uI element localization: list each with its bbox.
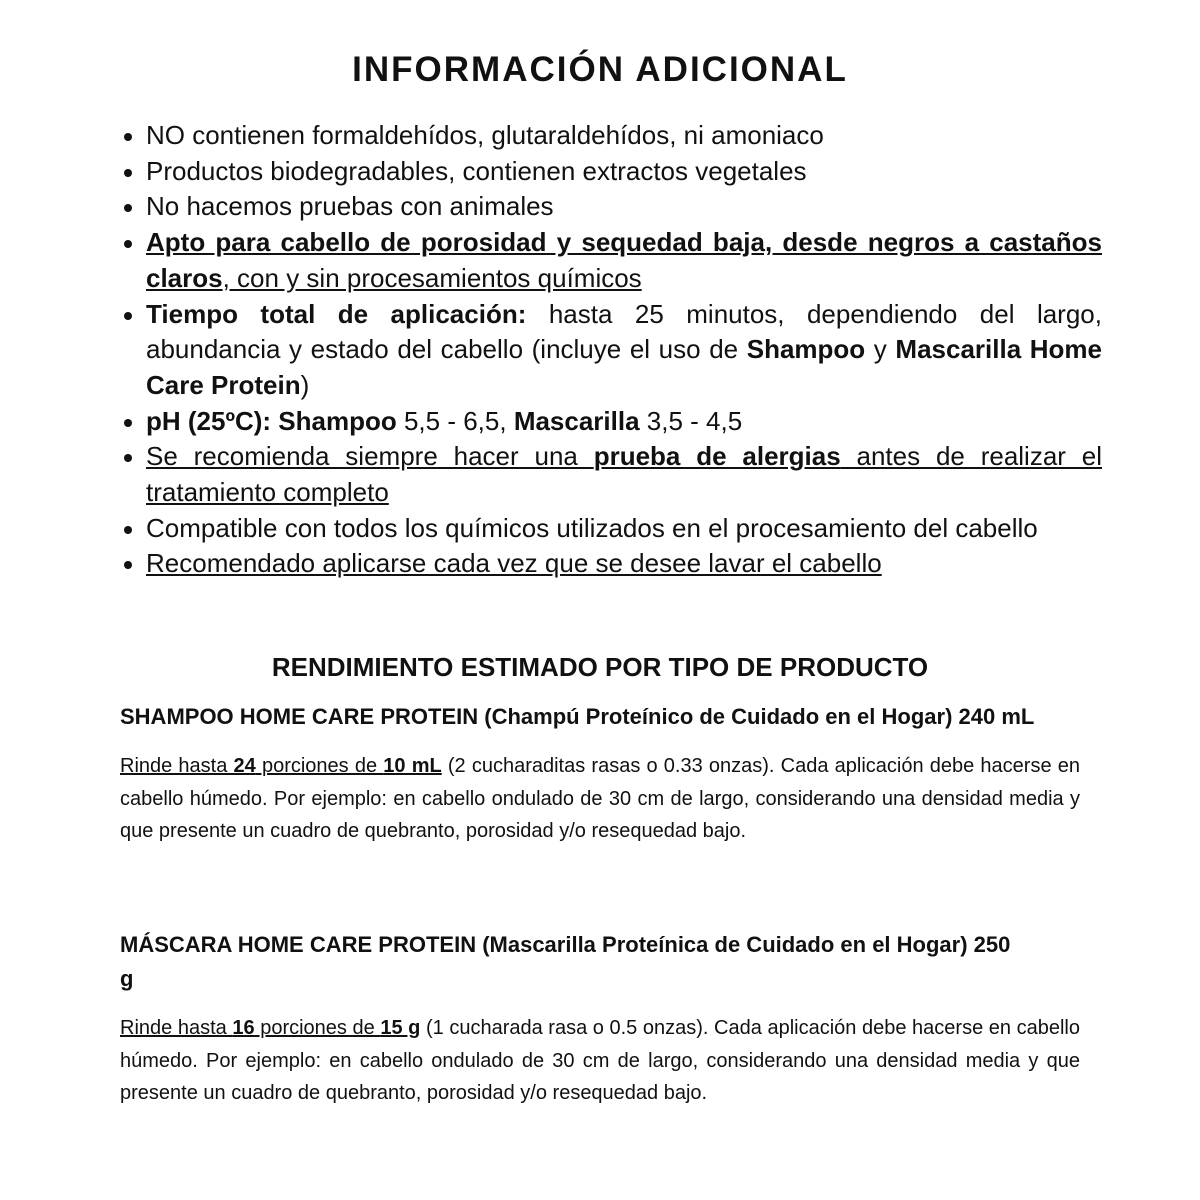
item-text: ) [300, 369, 310, 400]
desc-text: 10 mL [383, 755, 442, 777]
item-text: Productos biodegradables, contienen extractos vegetales [146, 155, 807, 186]
item-text: Apto para cabello de porosidad y sequedad baja, desde negros a castaños claros [146, 227, 1102, 293]
item-text: Compatible con todos los químicos utilizados en el procesamiento del cabello [146, 512, 1038, 543]
list-item [146, 225, 1102, 296]
product-heading: MÁSCARA HOME CARE PROTEIN (Mascarilla Proteínica de Cuidado en el Hogar) 250 g [120, 932, 1011, 991]
item-text: 3,5 - 4,5 [639, 405, 743, 436]
product-mascara [120, 928, 1080, 1110]
list-item [146, 118, 1102, 154]
desc-text: 15 g [380, 1017, 421, 1039]
list-item [146, 189, 1102, 225]
product-shampoo [120, 700, 1080, 848]
desc-text: Rinde hasta [120, 755, 234, 777]
item-text: Tiempo total de aplicación: [146, 298, 527, 329]
item-text: Mascarilla Home Care Protein [146, 334, 1102, 400]
desc-text: 16 [232, 1017, 255, 1039]
item-text: No hacemos pruebas con animales [146, 191, 554, 222]
list-item [146, 404, 1102, 440]
list-item [146, 297, 1102, 404]
item-text: 5,5 - 6,5, [396, 405, 514, 436]
item-text: Se recomienda siempre hacer una [146, 441, 594, 472]
desc-text: Rinde hasta [120, 1017, 233, 1039]
desc-text: (1 cucharada rasa o 0.5 onzas). Cada aplicación debe hacerse en cabello húmedo. Por ejemplo: en cabello ondulado de 30 cm de largo, considerando una densidad media y que presente un cuadro de quebranto, porosidad y/o resequedad bajo. [120, 1017, 1080, 1105]
section-title: RENDIMIENTO ESTIMADO POR TIPO DE PRODUCTO [271, 652, 929, 682]
product-heading: SHAMPOO HOME CARE PROTEIN (Champú Proteínico de Cuidado en el Hogar) 240 mL [120, 704, 1035, 729]
list-item [146, 439, 1102, 510]
list-item [146, 546, 1102, 582]
item-text: , con y sin procesamientos químicos [222, 262, 642, 293]
list-item [146, 154, 1102, 190]
desc-text: (2 cucharaditas rasas o 0.33 onzas). Cada aplicación debe hacerse en cabello húmedo. Por ejemplo: en cabello ondulado de 30 cm de largo, considerando una densidad media y que presente un cuadro de quebranto, porosidad y/o resequedad bajo. [120, 755, 1080, 843]
item-text: prueba de alergias [593, 441, 841, 472]
item-text: antes de realizar el tratamiento completo [146, 441, 1103, 508]
item-text: NO contienen formaldehídos, glutaraldehídos, ni amoniaco [146, 120, 824, 150]
desc-text: porciones de [255, 755, 384, 777]
item-text: Shampoo [746, 334, 866, 365]
desc-text: porciones de [254, 1017, 381, 1039]
item-text: pH (25ºC): Shampoo [146, 405, 397, 436]
product-description [120, 750, 1080, 848]
item-text: Recomendado aplicarse cada vez que se desee lavar el cabello [146, 548, 882, 579]
info-list [146, 118, 1102, 582]
product-description [120, 1012, 1080, 1110]
item-text: hasta 25 minutos, dependiendo del largo, abundancia y estado del cabello (incluye el uso de [146, 298, 1102, 365]
list-item [146, 511, 1102, 547]
desc-text: 24 [233, 755, 256, 777]
page-title: INFORMACIÓN ADICIONAL [352, 50, 848, 89]
item-text: y [865, 334, 896, 365]
item-text: Mascarilla [513, 405, 640, 436]
